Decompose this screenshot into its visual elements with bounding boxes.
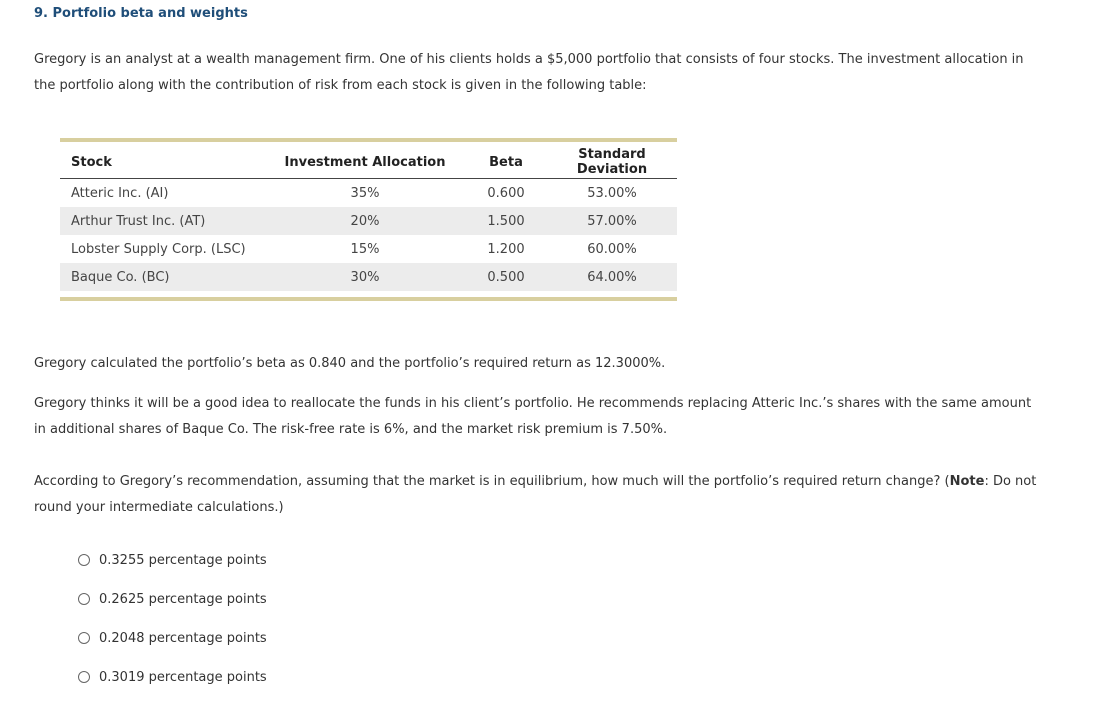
table-header-row (60, 142, 677, 179)
cell-beta: 1.200 (487, 241, 525, 257)
question-paragraph (34, 469, 1044, 521)
header-stock: Stock (60, 142, 265, 179)
table-row (60, 235, 677, 263)
option-label[interactable]: 0.3255 percentage points (99, 553, 267, 568)
cell-allocation: 30% (265, 263, 465, 291)
option-label[interactable]: 0.2048 percentage points (99, 631, 267, 646)
cell-std-dev: 53.00% (587, 185, 637, 201)
answer-option[interactable] (78, 579, 267, 618)
table-row (60, 207, 677, 235)
radio-button[interactable] (78, 671, 90, 683)
answer-options (78, 540, 267, 696)
cell-stock: Baque Co. (BC) (60, 263, 265, 291)
cell-std-dev: 64.00% (547, 263, 677, 291)
cell-stock: Atteric Inc. (AI) (71, 185, 169, 201)
table-bottom-rule (60, 297, 677, 301)
cell-beta: 1.500 (465, 207, 547, 235)
cell-beta: 0.600 (487, 185, 525, 201)
answer-option[interactable] (78, 618, 267, 657)
cell-stock: Lobster Supply Corp. (LSC) (71, 241, 246, 257)
question-text-after: : Do not round your intermediate calculations.) (34, 474, 1037, 515)
question-title: 9. Portfolio beta and weights (34, 6, 248, 21)
cell-beta: 0.500 (465, 263, 547, 291)
cell-allocation: 35% (350, 185, 380, 201)
answer-option[interactable] (78, 657, 267, 696)
table-row (60, 179, 677, 208)
radio-button[interactable] (78, 632, 90, 644)
calculation-paragraph: Gregory calculated the portfolio’s beta as 0.840 and the portfolio’s required return as 12.3000%. (34, 356, 666, 371)
radio-button[interactable] (78, 554, 90, 566)
cell-std-dev: 60.00% (587, 241, 637, 257)
cell-allocation: 20% (265, 207, 465, 235)
table-row (60, 263, 677, 291)
radio-button[interactable] (78, 593, 90, 605)
option-label[interactable]: 0.2625 percentage points (99, 592, 267, 607)
header-investment-allocation: Investment Allocation (265, 142, 465, 179)
intro-paragraph: Gregory is an analyst at a wealth management firm. One of his clients holds a $5,000 portfolio that consists of four stocks. The investment allocation in the portfolio along with the contribution of risk from each stock is given in the following table: (34, 52, 1024, 93)
header-standard-deviation: Standard Deviation (547, 142, 677, 179)
stock-table (60, 138, 677, 301)
cell-std-dev: 57.00% (547, 207, 677, 235)
recommendation-paragraph: Gregory thinks it will be a good idea to reallocate the funds in his client’s portfolio. He recommends replacing Atteric Inc.’s shares with the same amount in additional shares of Baque Co. The risk-free rate is 6%, and the market risk premium is 7.50%. (34, 396, 1032, 437)
question-text-before: According to Gregory’s recommendation, assuming that the market is in equilibrium, how much will the portfolio’s required return change? ( (34, 474, 950, 489)
option-label[interactable]: 0.3019 percentage points (99, 670, 267, 685)
note-label: Note (949, 474, 985, 489)
cell-allocation: 15% (350, 241, 380, 257)
cell-stock: Arthur Trust Inc. (AT) (60, 207, 265, 235)
answer-option[interactable] (78, 540, 267, 579)
header-beta: Beta (465, 142, 547, 179)
